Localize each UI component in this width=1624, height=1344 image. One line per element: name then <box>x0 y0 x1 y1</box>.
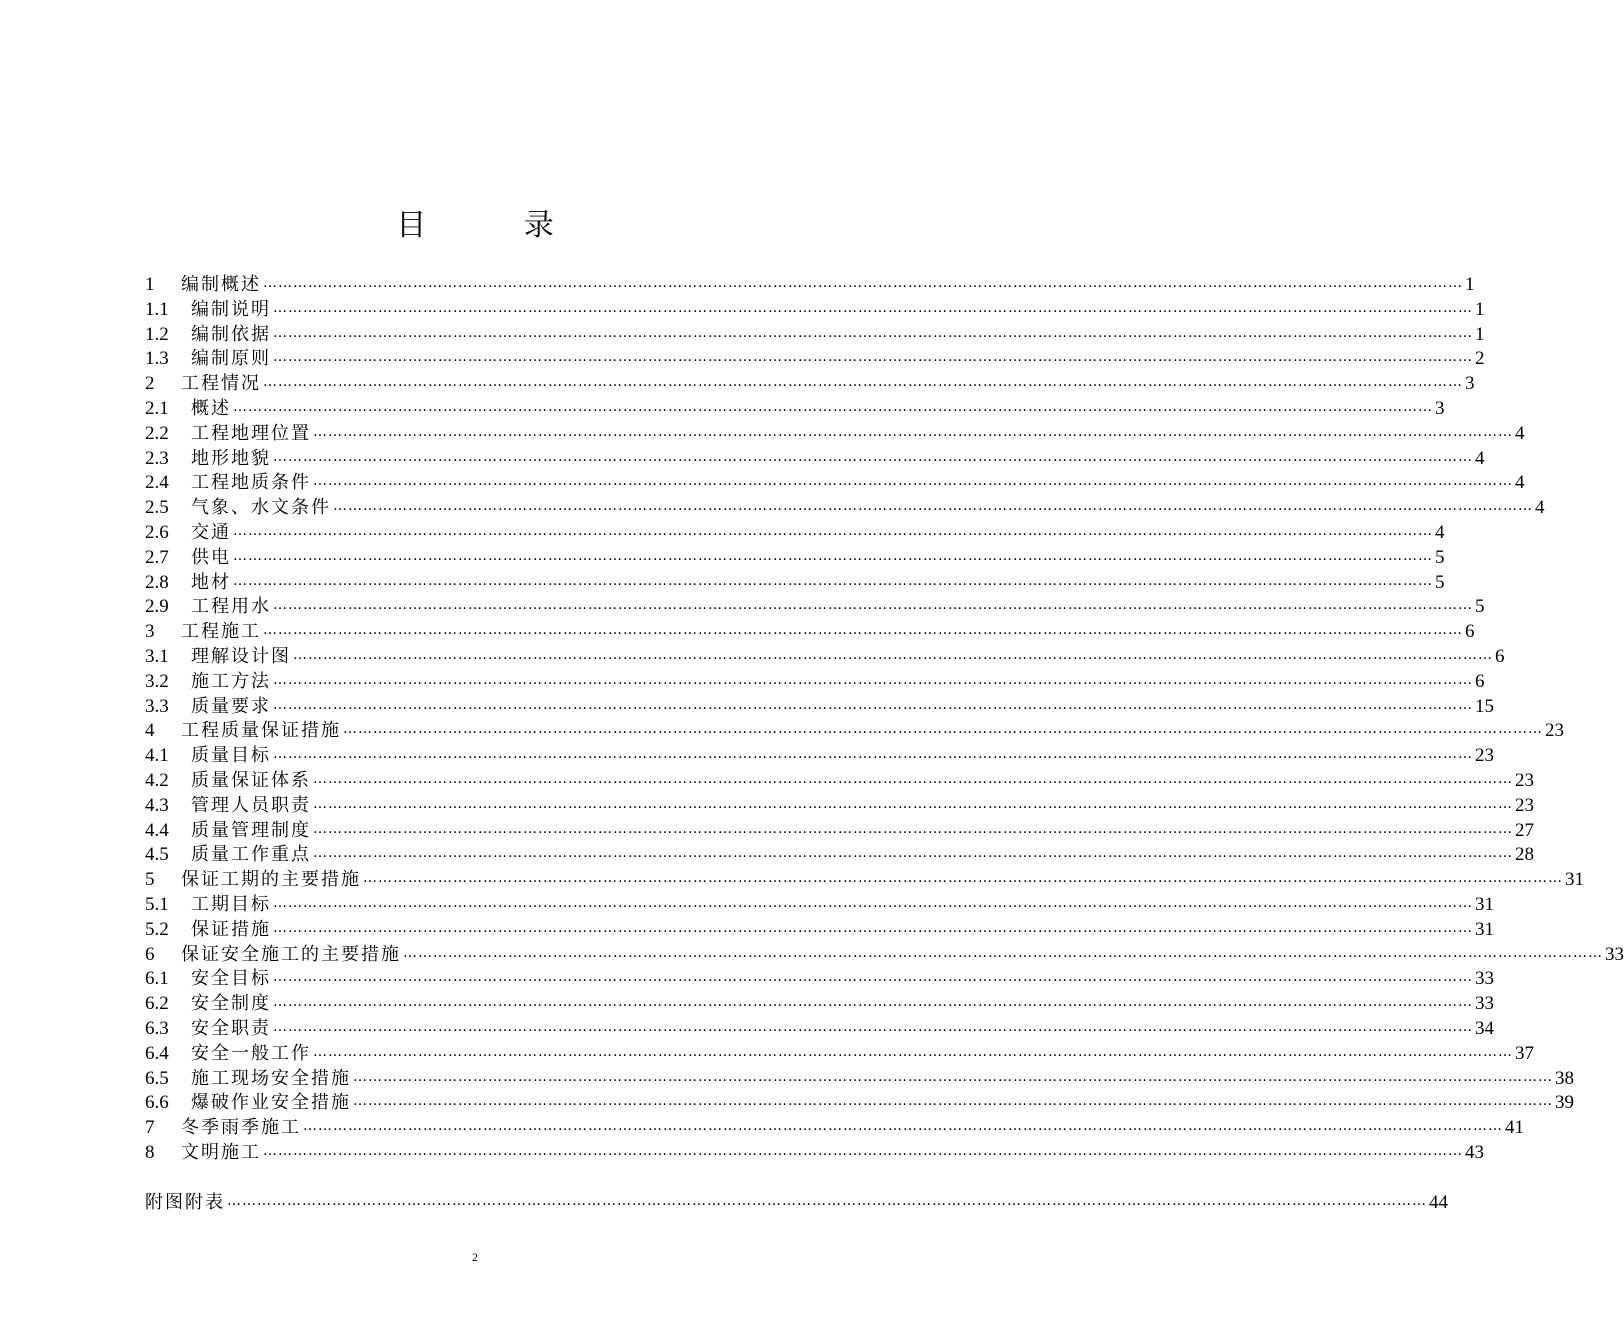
toc-entry-label: 工程地理位置 <box>191 422 311 444</box>
toc-entry-label: 质量要求 <box>191 695 271 717</box>
toc-entry-label: 附图附表 <box>145 1191 225 1213</box>
toc-entry-number: 1 <box>145 274 155 295</box>
toc-entry[interactable] <box>145 819 1534 844</box>
toc-entry-label: 工程质量保证措施 <box>181 720 341 742</box>
toc-entry-page: 23 <box>1475 745 1494 767</box>
toc-entry[interactable] <box>145 422 1525 447</box>
toc-leader-dots: …………………………………………………………………………………………………………………………………………………………………………………………………………………… <box>273 299 1473 316</box>
toc-entry-page: 5 <box>1435 546 1445 568</box>
page-number: 2 <box>472 1250 478 1264</box>
toc-leader-dots: …………………………………………………………………………………………………………………………………………………………………………………………………………………… <box>233 572 1433 589</box>
toc-entry-number: 1.3 <box>145 348 169 370</box>
toc-entry-page: 37 <box>1515 1042 1534 1064</box>
toc-leader-dots: …………………………………………………………………………………………………………………………………………………………………………………………………………………… <box>313 820 1513 837</box>
toc-entry-number: 1.1 <box>145 298 169 320</box>
toc-leader-dots: …………………………………………………………………………………………………………………………………………………………………………………………………………………… <box>313 1043 1513 1060</box>
toc-entry-number: 4.3 <box>145 794 169 816</box>
toc-entry-page: 33 <box>1475 993 1494 1015</box>
toc-entry-page: 2 <box>1475 348 1485 370</box>
toc-leader-dots: …………………………………………………………………………………………………………………………………………………………………………………………………………………… <box>333 498 1533 515</box>
toc-entry[interactable] <box>145 744 1494 769</box>
toc-entry-page: 33 <box>1605 943 1624 965</box>
toc-entry-label: 编制依据 <box>191 323 271 345</box>
toc-entry-number: 2.8 <box>145 571 169 593</box>
toc-leader-dots: …………………………………………………………………………………………………………………………………………………………………………………………………………………… <box>353 1068 1553 1085</box>
toc-entry-label: 工程情况 <box>181 373 261 395</box>
toc-entry[interactable] <box>145 670 1485 695</box>
toc-entry-appendix[interactable] <box>145 1191 1448 1216</box>
toc-leader-dots: …………………………………………………………………………………………………………………………………………………………………………………………………………………… <box>273 1018 1473 1035</box>
toc-leader-dots: …………………………………………………………………………………………………………………………………………………………………………………………………………………… <box>233 547 1433 564</box>
toc-entry-label: 保证安全施工的主要措施 <box>181 943 401 965</box>
toc-entry-page: 1 <box>1475 298 1485 320</box>
toc-entry[interactable] <box>145 794 1534 819</box>
toc-entry-number: 4.4 <box>145 819 169 841</box>
toc-entry-number: 2.5 <box>145 497 169 519</box>
toc-entry-page: 4 <box>1515 422 1525 444</box>
toc-entry-label: 冬季雨季施工 <box>181 1117 301 1139</box>
toc-leader-dots: …………………………………………………………………………………………………………………………………………………………………………………………………………………… <box>273 671 1473 688</box>
toc-entry-number: 3 <box>145 621 155 643</box>
toc-entry-number: 6.6 <box>145 1092 169 1114</box>
toc-entry[interactable] <box>145 521 1445 546</box>
toc-entry-page: 31 <box>1475 893 1494 915</box>
toc-leader-dots: …………………………………………………………………………………………………………………………………………………………………………………………………………………… <box>273 349 1473 366</box>
toc-entry-number: 3.1 <box>145 645 169 667</box>
toc-entry-number: 1.2 <box>145 323 169 345</box>
toc-leader-dots: …………………………………………………………………………………………………………………………………………………………………………………………………………………… <box>273 969 1473 986</box>
toc-entry[interactable] <box>145 843 1534 868</box>
toc-entry-label: 质量目标 <box>191 745 271 767</box>
toc-entry[interactable] <box>145 347 1485 372</box>
toc-entry[interactable] <box>145 1017 1494 1042</box>
toc-entry-label: 施工方法 <box>191 670 271 692</box>
toc-leader-dots: …………………………………………………………………………………………………………………………………………………………………………………………………………………… <box>293 646 1493 663</box>
toc-entry[interactable] <box>145 273 1475 298</box>
toc-leader-dots: …………………………………………………………………………………………………………………………………………………………………………………………………………………… <box>263 374 1463 391</box>
toc-entry-page: 1 <box>1465 274 1475 295</box>
toc-leader-dots: …………………………………………………………………………………………………………………………………………………………………………………………………………………… <box>273 597 1473 614</box>
toc-leader-dots: …………………………………………………………………………………………………………………………………………………………………………………………………………………… <box>303 1118 1503 1135</box>
toc-entry-number: 2.7 <box>145 546 169 568</box>
toc-entry-number: 4.5 <box>145 844 169 866</box>
toc-entry-label: 质量工作重点 <box>191 844 311 866</box>
toc-entry-label: 工程地质条件 <box>191 472 311 494</box>
toc-entry[interactable] <box>145 893 1494 918</box>
toc-leader-dots: …………………………………………………………………………………………………………………………………………………………………………………………………………………… <box>363 870 1563 887</box>
toc-entry[interactable] <box>145 918 1494 943</box>
toc-entry-number: 2.6 <box>145 521 169 543</box>
toc-entry-number: 5.2 <box>145 918 169 940</box>
toc-leader-dots: …………………………………………………………………………………………………………………………………………………………………………………………………………………… <box>227 1192 1427 1209</box>
toc-entry-number: 6.1 <box>145 968 169 990</box>
toc-entry-number: 2.4 <box>145 472 169 494</box>
toc-entry[interactable] <box>145 496 1545 521</box>
toc-entry-number: 6.5 <box>145 1067 169 1089</box>
toc-entry[interactable] <box>145 546 1445 571</box>
toc-entry-page: 15 <box>1475 695 1494 717</box>
toc-entry-number: 4 <box>145 720 155 742</box>
toc-entry-page: 3 <box>1435 397 1445 419</box>
toc-entry-page: 3 <box>1465 373 1475 395</box>
toc-entry[interactable] <box>145 372 1475 397</box>
toc-entry-page: 6 <box>1475 670 1485 692</box>
toc-entry-number: 6.3 <box>145 1017 169 1039</box>
toc-entry-number: 3.2 <box>145 670 169 692</box>
toc-entry-label: 编制说明 <box>191 298 271 320</box>
toc-entry-label: 地材 <box>191 571 231 593</box>
toc-entry-number: 6.4 <box>145 1042 169 1064</box>
toc-entry-label: 管理人员职责 <box>191 794 311 816</box>
toc-leader-dots: …………………………………………………………………………………………………………………………………………………………………………………………………………………… <box>403 944 1603 961</box>
toc-entry-label: 工期目标 <box>191 893 271 915</box>
toc-entry-page: 33 <box>1475 968 1494 990</box>
toc-entry-number: 2.2 <box>145 422 169 444</box>
toc-leader-dots: …………………………………………………………………………………………………………………………………………………………………………………………………………………… <box>313 845 1513 862</box>
toc-entry-number: 6.2 <box>145 993 169 1015</box>
toc-leader-dots: …………………………………………………………………………………………………………………………………………………………………………………………………………………… <box>313 473 1513 490</box>
toc-entry-label: 安全制度 <box>191 993 271 1015</box>
toc-entry[interactable] <box>145 695 1494 720</box>
toc-entry[interactable] <box>145 719 1564 744</box>
toc-entry-label: 质量管理制度 <box>191 819 311 841</box>
toc-entry-label: 施工现场安全措施 <box>191 1067 351 1089</box>
toc-entry-label: 编制原则 <box>191 348 271 370</box>
toc-entry[interactable] <box>145 595 1485 620</box>
toc-entry-number: 2.9 <box>145 596 169 618</box>
table-of-contents <box>145 273 1624 1215</box>
toc-entry-number: 6 <box>145 943 155 965</box>
toc-entry-page: 31 <box>1565 869 1584 891</box>
toc-entry-page: 44 <box>1429 1191 1448 1213</box>
toc-entry[interactable] <box>145 1091 1574 1116</box>
toc-entry-page: 31 <box>1475 918 1494 940</box>
toc-entry[interactable] <box>145 1116 1524 1141</box>
toc-entry-number: 3.3 <box>145 695 169 717</box>
toc-entry-page: 39 <box>1555 1092 1574 1114</box>
toc-leader-dots: …………………………………………………………………………………………………………………………………………………………………………………………………………………… <box>273 919 1473 936</box>
toc-entry-page: 23 <box>1515 769 1534 791</box>
toc-leader-dots: …………………………………………………………………………………………………………………………………………………………………………………………………………………… <box>343 721 1543 738</box>
toc-entry-label: 爆破作业安全措施 <box>191 1092 351 1114</box>
page-title: 目 录 <box>396 208 598 243</box>
toc-entry[interactable] <box>145 447 1485 472</box>
toc-leader-dots: …………………………………………………………………………………………………………………………………………………………………………………………………………………… <box>263 1142 1463 1159</box>
toc-entry[interactable] <box>145 967 1494 992</box>
toc-entry-number: 7 <box>145 1117 155 1139</box>
toc-entry[interactable] <box>145 1042 1534 1067</box>
toc-entry-label: 安全一般工作 <box>191 1042 311 1064</box>
toc-leader-dots: …………………………………………………………………………………………………………………………………………………………………………………………………………………… <box>313 795 1513 812</box>
toc-entry-page: 23 <box>1545 720 1564 742</box>
toc-entry-number: 5 <box>145 869 155 891</box>
toc-entry-label: 理解设计图 <box>191 645 291 667</box>
toc-entry[interactable] <box>145 645 1505 670</box>
toc-entry-label: 安全目标 <box>191 968 271 990</box>
toc-entry[interactable] <box>145 1067 1574 1092</box>
toc-leader-dots: …………………………………………………………………………………………………………………………………………………………………………………………………………………… <box>273 994 1473 1011</box>
toc-leader-dots: …………………………………………………………………………………………………………………………………………………………………………………………………………………… <box>313 423 1513 440</box>
toc-entry-label: 质量保证体系 <box>191 769 311 791</box>
toc-entry-page: 4 <box>1435 521 1445 543</box>
toc-entry-page: 43 <box>1465 1141 1484 1163</box>
toc-entry-page: 5 <box>1475 596 1485 618</box>
toc-entry-label: 工程用水 <box>191 596 271 618</box>
toc-entry[interactable] <box>145 323 1485 348</box>
toc-leader-dots: …………………………………………………………………………………………………………………………………………………………………………………………………………………… <box>273 324 1473 341</box>
toc-entry[interactable] <box>145 943 1624 968</box>
toc-entry-label: 文明施工 <box>181 1141 261 1163</box>
toc-entry-page: 4 <box>1535 497 1545 519</box>
toc-entry-number: 2.1 <box>145 397 169 419</box>
toc-entry-label: 工程施工 <box>181 621 261 643</box>
toc-leader-dots: …………………………………………………………………………………………………………………………………………………………………………………………………………………… <box>273 894 1473 911</box>
toc-entry[interactable] <box>145 571 1445 596</box>
toc-spacer <box>145 1166 849 1191</box>
toc-entry[interactable] <box>145 868 1584 893</box>
toc-entry-page: 5 <box>1435 571 1445 593</box>
toc-leader-dots: …………………………………………………………………………………………………………………………………………………………………………………………………………………… <box>353 1093 1553 1110</box>
toc-entry[interactable] <box>145 298 1485 323</box>
toc-entry-label: 供电 <box>191 546 231 568</box>
toc-entry-page: 27 <box>1515 819 1534 841</box>
toc-entry-page: 6 <box>1465 621 1475 643</box>
toc-entry-label: 概述 <box>191 397 231 419</box>
toc-entry-label: 保证措施 <box>191 918 271 940</box>
toc-entry-label: 交通 <box>191 521 231 543</box>
toc-entry-number: 2.3 <box>145 447 169 469</box>
toc-entry-page: 6 <box>1495 645 1505 667</box>
toc-entry-label: 气象、水文条件 <box>191 497 331 519</box>
toc-entry[interactable] <box>145 397 1445 422</box>
toc-entry-number: 8 <box>145 1141 155 1163</box>
toc-entry[interactable] <box>145 620 1475 645</box>
toc-entry-page: 28 <box>1515 844 1534 866</box>
toc-leader-dots: …………………………………………………………………………………………………………………………………………………………………………………………………………………… <box>263 622 1463 639</box>
toc-entry-label: 编制概述 <box>181 274 261 295</box>
toc-entry[interactable] <box>145 992 1494 1017</box>
toc-entry-label: 安全职责 <box>191 1017 271 1039</box>
toc-leader-dots: …………………………………………………………………………………………………………………………………………………………………………………………………………………… <box>263 275 1463 291</box>
toc-leader-dots: …………………………………………………………………………………………………………………………………………………………………………………………………………………… <box>273 448 1473 465</box>
toc-entry-label: 保证工期的主要措施 <box>181 869 361 891</box>
toc-leader-dots: …………………………………………………………………………………………………………………………………………………………………………………………………………………… <box>233 522 1433 539</box>
toc-entry-page: 1 <box>1475 323 1485 345</box>
toc-entry-number: 2 <box>145 373 155 395</box>
toc-entry-page: 34 <box>1475 1017 1494 1039</box>
toc-leader-dots: …………………………………………………………………………………………………………………………………………………………………………………………………………………… <box>273 746 1473 763</box>
toc-entry-number: 5.1 <box>145 893 169 915</box>
toc-entry[interactable] <box>145 471 1525 496</box>
toc-entry-page: 38 <box>1555 1067 1574 1089</box>
toc-leader-dots: …………………………………………………………………………………………………………………………………………………………………………………………………………………… <box>233 398 1433 415</box>
toc-entry[interactable] <box>145 769 1534 794</box>
toc-leader-dots: …………………………………………………………………………………………………………………………………………………………………………………………………………………… <box>273 696 1473 713</box>
toc-leader-dots: …………………………………………………………………………………………………………………………………………………………………………………………………………………… <box>313 770 1513 787</box>
toc-entry-page: 41 <box>1505 1117 1524 1139</box>
toc-entry-number: 4.1 <box>145 745 169 767</box>
toc-entry-number: 4.2 <box>145 769 169 791</box>
toc-entry-page: 4 <box>1515 472 1525 494</box>
toc-entry-page: 23 <box>1515 794 1534 816</box>
toc-entry-label: 地形地貌 <box>191 447 271 469</box>
toc-entry[interactable] <box>145 1141 1484 1166</box>
toc-entry-page: 4 <box>1475 447 1485 469</box>
